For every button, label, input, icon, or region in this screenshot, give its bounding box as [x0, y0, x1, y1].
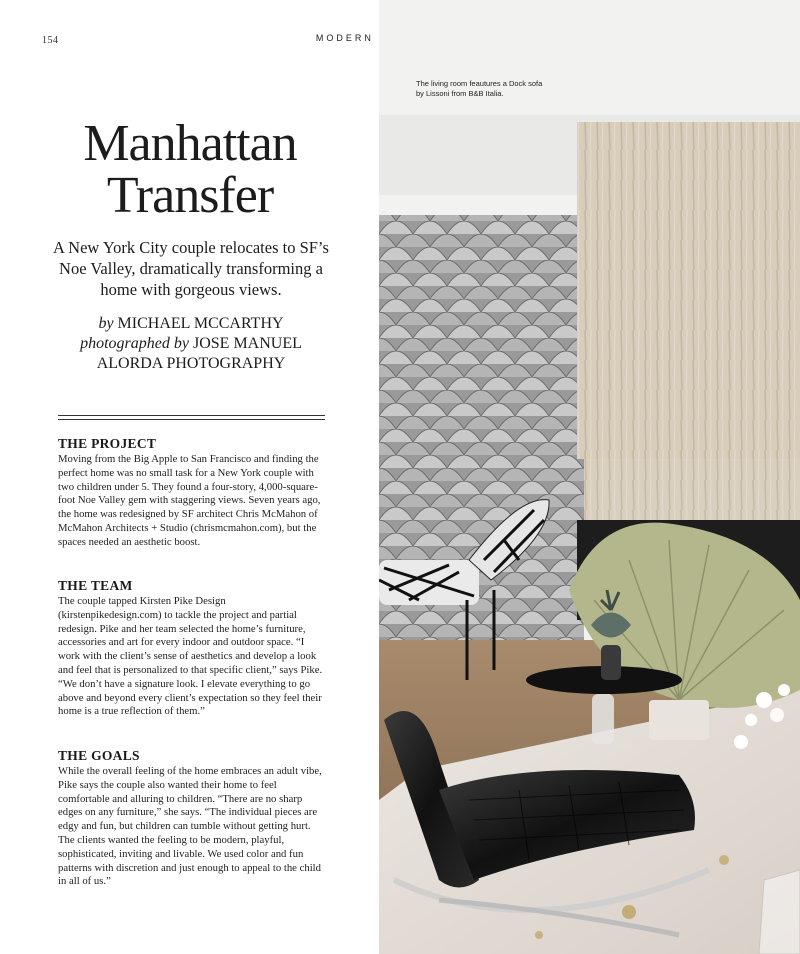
- photo-caption: The living room feautures a Dock sofa by Lissoni from B&B Italia.: [416, 79, 543, 98]
- article-title: [40, 115, 340, 224]
- article-deck: A New York City couple relocates to SF’s Noe Valley, dramatically transforming a home with gorgeous views.: [53, 238, 329, 299]
- section-the-team: [58, 578, 326, 719]
- title-line-2: Transfer: [106, 167, 274, 224]
- section-text: The couple tapped Kirsten Pike Design (kirstenpikedesign.com) to tackle the project and partial redesign. Pike and her team selected the home’s furniture, accessories and art for every indoor and outdoor space. “I work with the client’s sense of aesthetics and develop a look and feel that is personalized to that specific client,” says Pike. “We don’t have a signature look. I elevate everything to go above and beyond every client’s expectation so they feel their home is a true reflection of them.”: [58, 595, 323, 718]
- section-heading: THE TEAM: [58, 578, 133, 593]
- masthead-light: MODERN: [315, 33, 380, 43]
- living-room-photo: [379, 0, 800, 954]
- photo-credit-prefix: photographed by: [80, 335, 189, 352]
- author-name: MICHAEL MCCARTHY: [117, 315, 284, 332]
- page-number: 154: [42, 35, 59, 46]
- section-the-project: [58, 436, 326, 550]
- double-rule-divider: [58, 415, 325, 420]
- section-text: While the overall feeling of the home embraces an adult vibe, Pike says the couple also wanted their home to feel comfortable and alluring to children. “There are no sharp edges on any furniture,” she says. “The individual pieces are edgy and fun, but children can tumble without getting hurt. The clients wanted the feeling to be modern, playful, sophisticated, inviting and livable. We used color and fun patterns with discretion and just enough to appeal to the child in all of us.”: [58, 765, 322, 888]
- photographer-name: JOSE MANUEL ALORDA PHOTOGRAPHY: [96, 335, 302, 372]
- article-credits: [50, 314, 332, 374]
- section-heading: THE GOALS: [58, 748, 140, 763]
- byline-prefix: by: [98, 315, 114, 332]
- section-the-goals: [58, 748, 326, 889]
- section-text: Moving from the Big Apple to San Francisco and finding the perfect home was no small task for a New York couple with two children under 5. They found a four-story, 4,000-square-foot Noe Valley gem with staggering views. Seven years ago, the home was redesigned by SF architect Chris McMahon of McMahon Architects + Studio (chrismcmahon.com), but the spaces needed an aesthetic boost.: [58, 453, 321, 548]
- title-line-1: Manhattan: [83, 115, 297, 172]
- section-heading: THE PROJECT: [58, 436, 157, 451]
